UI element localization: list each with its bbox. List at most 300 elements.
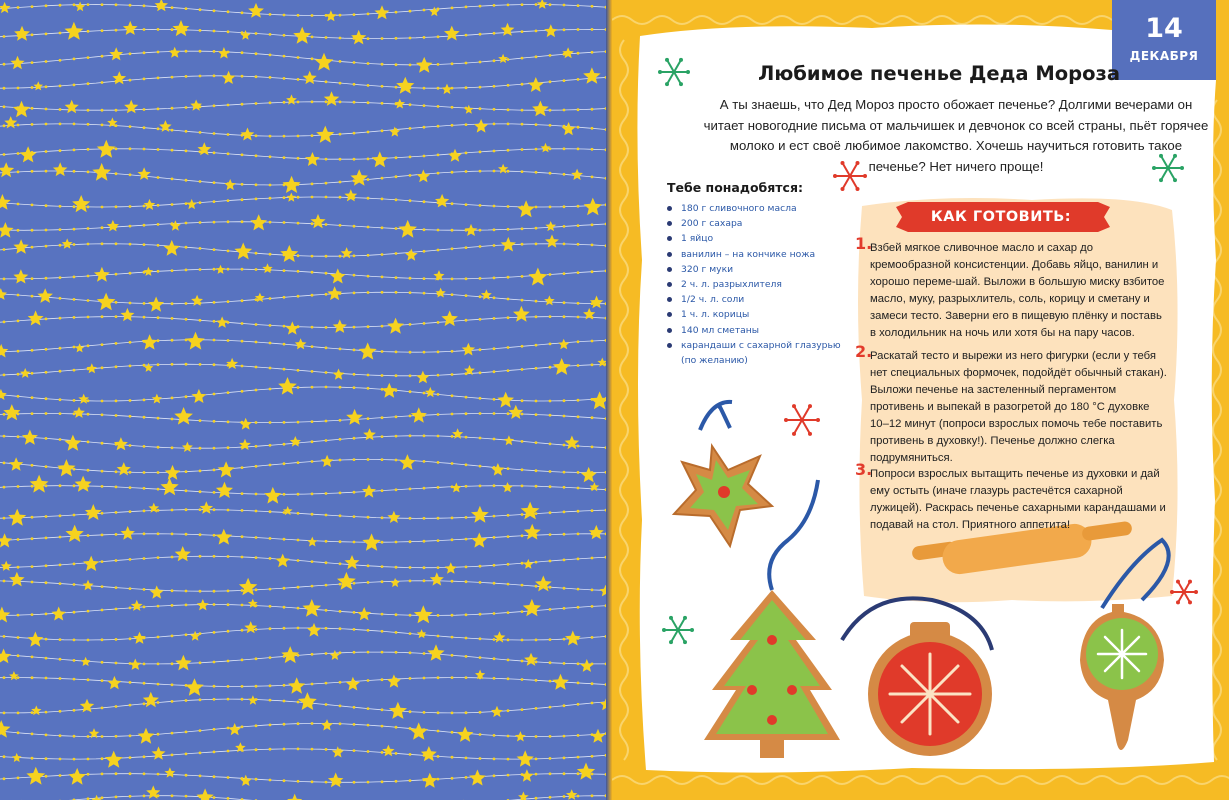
garland-light (129, 173, 132, 176)
garland-light (227, 133, 230, 136)
garland-line (0, 244, 608, 256)
step-text: Раскатай тесто и вырежи из него фигурки (если у тебя нет специальных формочек, подойдёт обычный стакан). Выложи печенье на застеленный пергаментом противень и выпекай в разогретой до 180 °С духовке 10–12 минут (попроси взрослых помочь тебе поставить противень в духовку!). Печенье должно слегка подрумяниться. (870, 350, 1167, 464)
star-icon (462, 343, 475, 356)
garland-light (507, 316, 510, 319)
star-icon (72, 195, 90, 212)
garland-light (283, 325, 286, 328)
garland-light (353, 628, 356, 631)
garland-light (269, 656, 272, 659)
garland-light (591, 340, 594, 343)
garland-light (325, 80, 328, 83)
star-icon (283, 176, 301, 193)
garland-light (227, 630, 230, 633)
garland-light (479, 397, 482, 400)
garland-light (437, 486, 440, 489)
garland-light (17, 320, 20, 323)
garland-light (185, 246, 188, 249)
garland-light (17, 294, 20, 297)
star-icon (452, 428, 463, 439)
star-icon (68, 768, 86, 785)
star-icon (9, 572, 24, 587)
garland-light (73, 468, 76, 471)
garland-light (493, 370, 496, 373)
garland-light (423, 277, 426, 280)
garland-light (493, 398, 496, 401)
garland-light (367, 516, 370, 519)
garland-light (199, 775, 202, 778)
garland-light (45, 229, 48, 232)
garland-light (17, 614, 20, 617)
garland-light (171, 107, 174, 110)
step-number: 2. (855, 342, 873, 361)
garland-light (479, 637, 482, 640)
garland-light (213, 508, 216, 511)
garland-light (479, 348, 482, 351)
ingredient-item: 2 ч. л. разрыхлителя (664, 277, 854, 292)
garland-light (591, 794, 594, 797)
garland-light (129, 365, 132, 368)
garland-light (171, 76, 174, 79)
garland-line (0, 5, 608, 16)
garland-light (479, 33, 482, 36)
garland-light (227, 555, 230, 558)
star-icon (451, 483, 461, 493)
garland-light (479, 757, 482, 760)
star-icon (51, 607, 66, 621)
garland-light (465, 613, 468, 616)
garland-light (157, 488, 160, 491)
garland-light (423, 322, 426, 325)
garland-light (143, 702, 146, 705)
star-icon (286, 94, 297, 104)
garland-light (577, 271, 580, 274)
star-icon (498, 54, 508, 63)
star-icon (436, 288, 446, 298)
garland-light (199, 247, 202, 250)
garland-light (493, 4, 496, 7)
garland-light (213, 301, 216, 304)
garland-light (535, 171, 538, 174)
garland-light (87, 773, 90, 776)
garland-light (255, 134, 258, 137)
star-icon (0, 344, 8, 358)
garland-light (521, 275, 524, 278)
garland-light (535, 300, 538, 303)
garland-light (521, 660, 524, 663)
star-icon (117, 462, 131, 475)
garland-light (409, 10, 412, 13)
garland-light (45, 613, 48, 616)
garland-light (269, 748, 272, 751)
garland-light (521, 368, 524, 371)
garland-light (283, 421, 286, 424)
garland-light (87, 82, 90, 85)
garland-light (17, 538, 20, 541)
star-icon (333, 369, 345, 380)
garland-light (437, 63, 440, 66)
garland-light (199, 363, 202, 366)
garland-light (395, 566, 398, 569)
garland-light (549, 470, 552, 473)
garland-light (199, 490, 202, 493)
garland-light (283, 493, 286, 496)
garland-light (17, 6, 20, 9)
garland-light (423, 677, 426, 680)
star-icon (344, 189, 357, 201)
garland-light (549, 511, 552, 514)
garland-light (507, 583, 510, 586)
garland-light (87, 3, 90, 6)
garland-light (283, 627, 286, 630)
garland-light (465, 170, 468, 173)
garland-light (493, 317, 496, 320)
garland-light (325, 386, 328, 389)
garland-light (339, 722, 342, 725)
garland-light (87, 30, 90, 33)
garland-light (241, 183, 244, 186)
star-icon (435, 194, 449, 208)
garland-light (367, 131, 370, 134)
garland-light (465, 62, 468, 65)
garland-light (143, 148, 146, 151)
garland-light (507, 58, 510, 61)
garland-light (59, 758, 62, 761)
garland-light (101, 512, 104, 515)
garland-light (171, 732, 174, 735)
star-icon (240, 775, 252, 786)
star-icon (571, 169, 583, 180)
garland-light (255, 102, 258, 105)
star-icon (75, 343, 85, 352)
star-icon (0, 720, 10, 738)
garland-light (143, 78, 146, 81)
garland-light (381, 177, 384, 180)
garland-light (325, 439, 328, 442)
star-icon (65, 100, 79, 114)
garland-light (283, 587, 286, 590)
garland-light (465, 676, 468, 679)
garland-light (521, 109, 524, 112)
garland-light (171, 794, 174, 797)
garland-light (17, 636, 20, 639)
star-icon (109, 47, 123, 60)
star-icon (341, 247, 353, 258)
garland-light (451, 654, 454, 657)
star-icon (30, 475, 49, 493)
garland-light (297, 461, 300, 464)
garland-light (199, 698, 202, 701)
garland-light (143, 224, 146, 227)
garland-light (87, 639, 90, 642)
star-icon (491, 463, 504, 476)
star-icon (552, 674, 569, 690)
star-icon (226, 358, 238, 369)
star-icon (124, 100, 138, 114)
garland-light (59, 677, 62, 680)
bullet-icon (667, 252, 672, 257)
star-icon (566, 789, 577, 800)
garland-light (507, 535, 510, 538)
star-icon (362, 484, 376, 497)
star-icon (504, 435, 515, 445)
star-icon (248, 3, 264, 18)
garland-light (185, 130, 188, 133)
garland-light (31, 295, 34, 298)
garland-light (465, 123, 468, 126)
star-icon (427, 644, 444, 661)
star-icon (215, 529, 232, 545)
garland-light (339, 705, 342, 708)
garland-light (367, 178, 370, 181)
garland-light (73, 514, 76, 517)
garland-light (563, 109, 566, 112)
garland-light (241, 466, 244, 469)
garland-light (339, 627, 342, 630)
garland-light (143, 532, 146, 535)
garland-light (157, 417, 160, 420)
garland-light (507, 758, 510, 761)
garland-light (563, 79, 566, 82)
garland-light (185, 318, 188, 321)
garland-light (269, 155, 272, 158)
star-icon (234, 243, 252, 260)
garland-light (367, 62, 370, 65)
garland-light (31, 277, 34, 280)
garland-light (129, 607, 132, 610)
garland-light (157, 532, 160, 535)
star-icon (501, 237, 516, 252)
garland-light (493, 734, 496, 737)
garland-light (31, 123, 34, 126)
garland-light (437, 321, 440, 324)
garland-light (353, 292, 356, 295)
star-icon (481, 289, 492, 299)
garland-light (563, 559, 566, 562)
garland-light (185, 753, 188, 756)
garland-light (577, 4, 580, 7)
garland-light (227, 698, 230, 701)
star-icon (590, 482, 600, 491)
garland-light (115, 242, 118, 245)
garland-light (101, 757, 104, 760)
garland-light (381, 458, 384, 461)
garland-light (101, 470, 104, 473)
garland-light (395, 198, 398, 201)
garland-light (297, 135, 300, 138)
garland-light (409, 37, 412, 40)
garland-light (339, 386, 342, 389)
garland-light (549, 560, 552, 563)
garland-light (227, 339, 230, 342)
garland-light (311, 513, 314, 516)
garland-light (3, 105, 6, 108)
garland-light (521, 399, 524, 402)
garland-light (339, 540, 342, 543)
garland-light (423, 87, 426, 90)
right-page (612, 0, 1229, 800)
star-icon (53, 162, 68, 176)
intro-paragraph: А ты знаешь, что Дед Мороз просто обожает печенье? Долгими вечерами он читает новогодние письма от мальчишек и девчонок со всей страны, пьёт горячее молоко и ест своё любимое лакомство. Хочешь научиться готовить такое печенье? Нет ничего проще! (703, 97, 1209, 174)
star-icon (494, 631, 506, 642)
garland-light (157, 605, 160, 608)
garland-light (549, 206, 552, 209)
garland-light (549, 366, 552, 369)
garland-light (465, 246, 468, 249)
garland-light (59, 734, 62, 737)
garland-light (437, 517, 440, 520)
garland-light (59, 536, 62, 539)
garland-light (437, 614, 440, 617)
garland-light (269, 724, 272, 727)
star-icon (315, 53, 334, 71)
star-icon (535, 576, 552, 592)
garland-light (381, 565, 384, 568)
garland-light (325, 326, 328, 329)
garland-light (563, 147, 566, 150)
star-icon (362, 533, 380, 550)
garland-light (521, 639, 524, 642)
star-icon (285, 321, 299, 334)
garland-light (101, 109, 104, 112)
garland-light (479, 229, 482, 232)
star-icon (290, 436, 301, 447)
garland-light (283, 368, 286, 371)
garland-light (255, 445, 258, 448)
garland-line (0, 486, 608, 495)
garland-light (535, 148, 538, 151)
garland-light (507, 205, 510, 208)
garland-light (101, 679, 104, 682)
garland-light (521, 562, 524, 565)
garland-light (73, 170, 76, 173)
garland-light (549, 147, 552, 150)
star-icon (399, 454, 416, 470)
garland-light (269, 101, 272, 104)
garland-light (31, 676, 34, 679)
star-icon (565, 631, 581, 646)
garland-light (381, 102, 384, 105)
garland-light (409, 632, 412, 635)
garland-light (17, 712, 20, 715)
star-icon (20, 146, 37, 162)
garland-light (507, 563, 510, 566)
garland-light (101, 735, 104, 738)
garland-light (129, 734, 132, 737)
garland-light (339, 60, 342, 63)
star-icon (442, 84, 453, 95)
garland-light (465, 152, 468, 155)
garland-light (199, 29, 202, 32)
garland-light (227, 421, 230, 424)
garland-light (59, 370, 62, 373)
garland-light (367, 679, 370, 682)
garland-light (311, 183, 314, 186)
garland-light (269, 605, 272, 608)
garland-light (577, 302, 580, 305)
garland-light (549, 80, 552, 83)
garland-light (465, 655, 468, 658)
garland-light (451, 247, 454, 250)
garland-light (115, 365, 118, 368)
garland-light (115, 205, 118, 208)
star-icon (321, 719, 333, 730)
garland-light (577, 682, 580, 685)
ingredient-item: 320 г муки (664, 262, 854, 277)
garland-light (465, 294, 468, 297)
garland-light (535, 735, 538, 738)
bullet-icon (667, 297, 672, 302)
garland-light (269, 13, 272, 16)
garland-light (535, 758, 538, 761)
garland-light (409, 540, 412, 543)
garland-light (297, 512, 300, 515)
garland-light (297, 421, 300, 424)
garland-light (493, 774, 496, 777)
garland-light (325, 514, 328, 517)
garland-light (269, 421, 272, 424)
star-icon (471, 533, 487, 548)
garland-light (367, 291, 370, 294)
garland-light (227, 446, 230, 449)
garland-light (409, 488, 412, 491)
garland-light (325, 293, 328, 296)
garland-light (31, 464, 34, 467)
star-icon (502, 482, 513, 492)
garland-light (493, 657, 496, 660)
garland-light (297, 222, 300, 225)
garland-light (311, 683, 314, 686)
garland-light (73, 298, 76, 301)
step-text: Попроси взрослых вытащить печенье из духовки и дай ему остыть (иначе глазурь растечётся сахарной лужицей). Раскрась печенье сахарными карандашами и подавай на стол. Приятного аппетита! (870, 468, 1166, 531)
garland-light (479, 5, 482, 8)
garland-light (73, 678, 76, 681)
garland-light (227, 391, 230, 394)
garland-light (549, 315, 552, 318)
garland-light (73, 149, 76, 152)
garland-light (325, 196, 328, 199)
garland-light (73, 611, 76, 614)
garland-light (381, 291, 384, 294)
garland-light (255, 366, 258, 369)
garland-light (87, 123, 90, 126)
garland-light (465, 34, 468, 37)
step-3 (855, 460, 1170, 534)
garland-light (535, 344, 538, 347)
garland-light (549, 3, 552, 6)
garland-light (45, 123, 48, 126)
garland-light (171, 635, 174, 638)
garland-light (395, 63, 398, 66)
garland-light (59, 710, 62, 713)
garland-light (577, 662, 580, 665)
garland-light (563, 4, 566, 7)
garland-light (507, 659, 510, 662)
garland-light (437, 374, 440, 377)
garland-light (535, 413, 538, 416)
garland-light (521, 123, 524, 126)
garland-light (59, 244, 62, 247)
garland-light (59, 149, 62, 152)
star-icon (173, 20, 190, 36)
star-icon (298, 692, 317, 710)
garland-light (535, 707, 538, 710)
garland-light (521, 513, 524, 516)
star-icon (517, 750, 534, 766)
garland-light (129, 341, 132, 344)
garland-light (437, 125, 440, 128)
garland-light (311, 255, 314, 258)
garland-light (535, 123, 538, 126)
